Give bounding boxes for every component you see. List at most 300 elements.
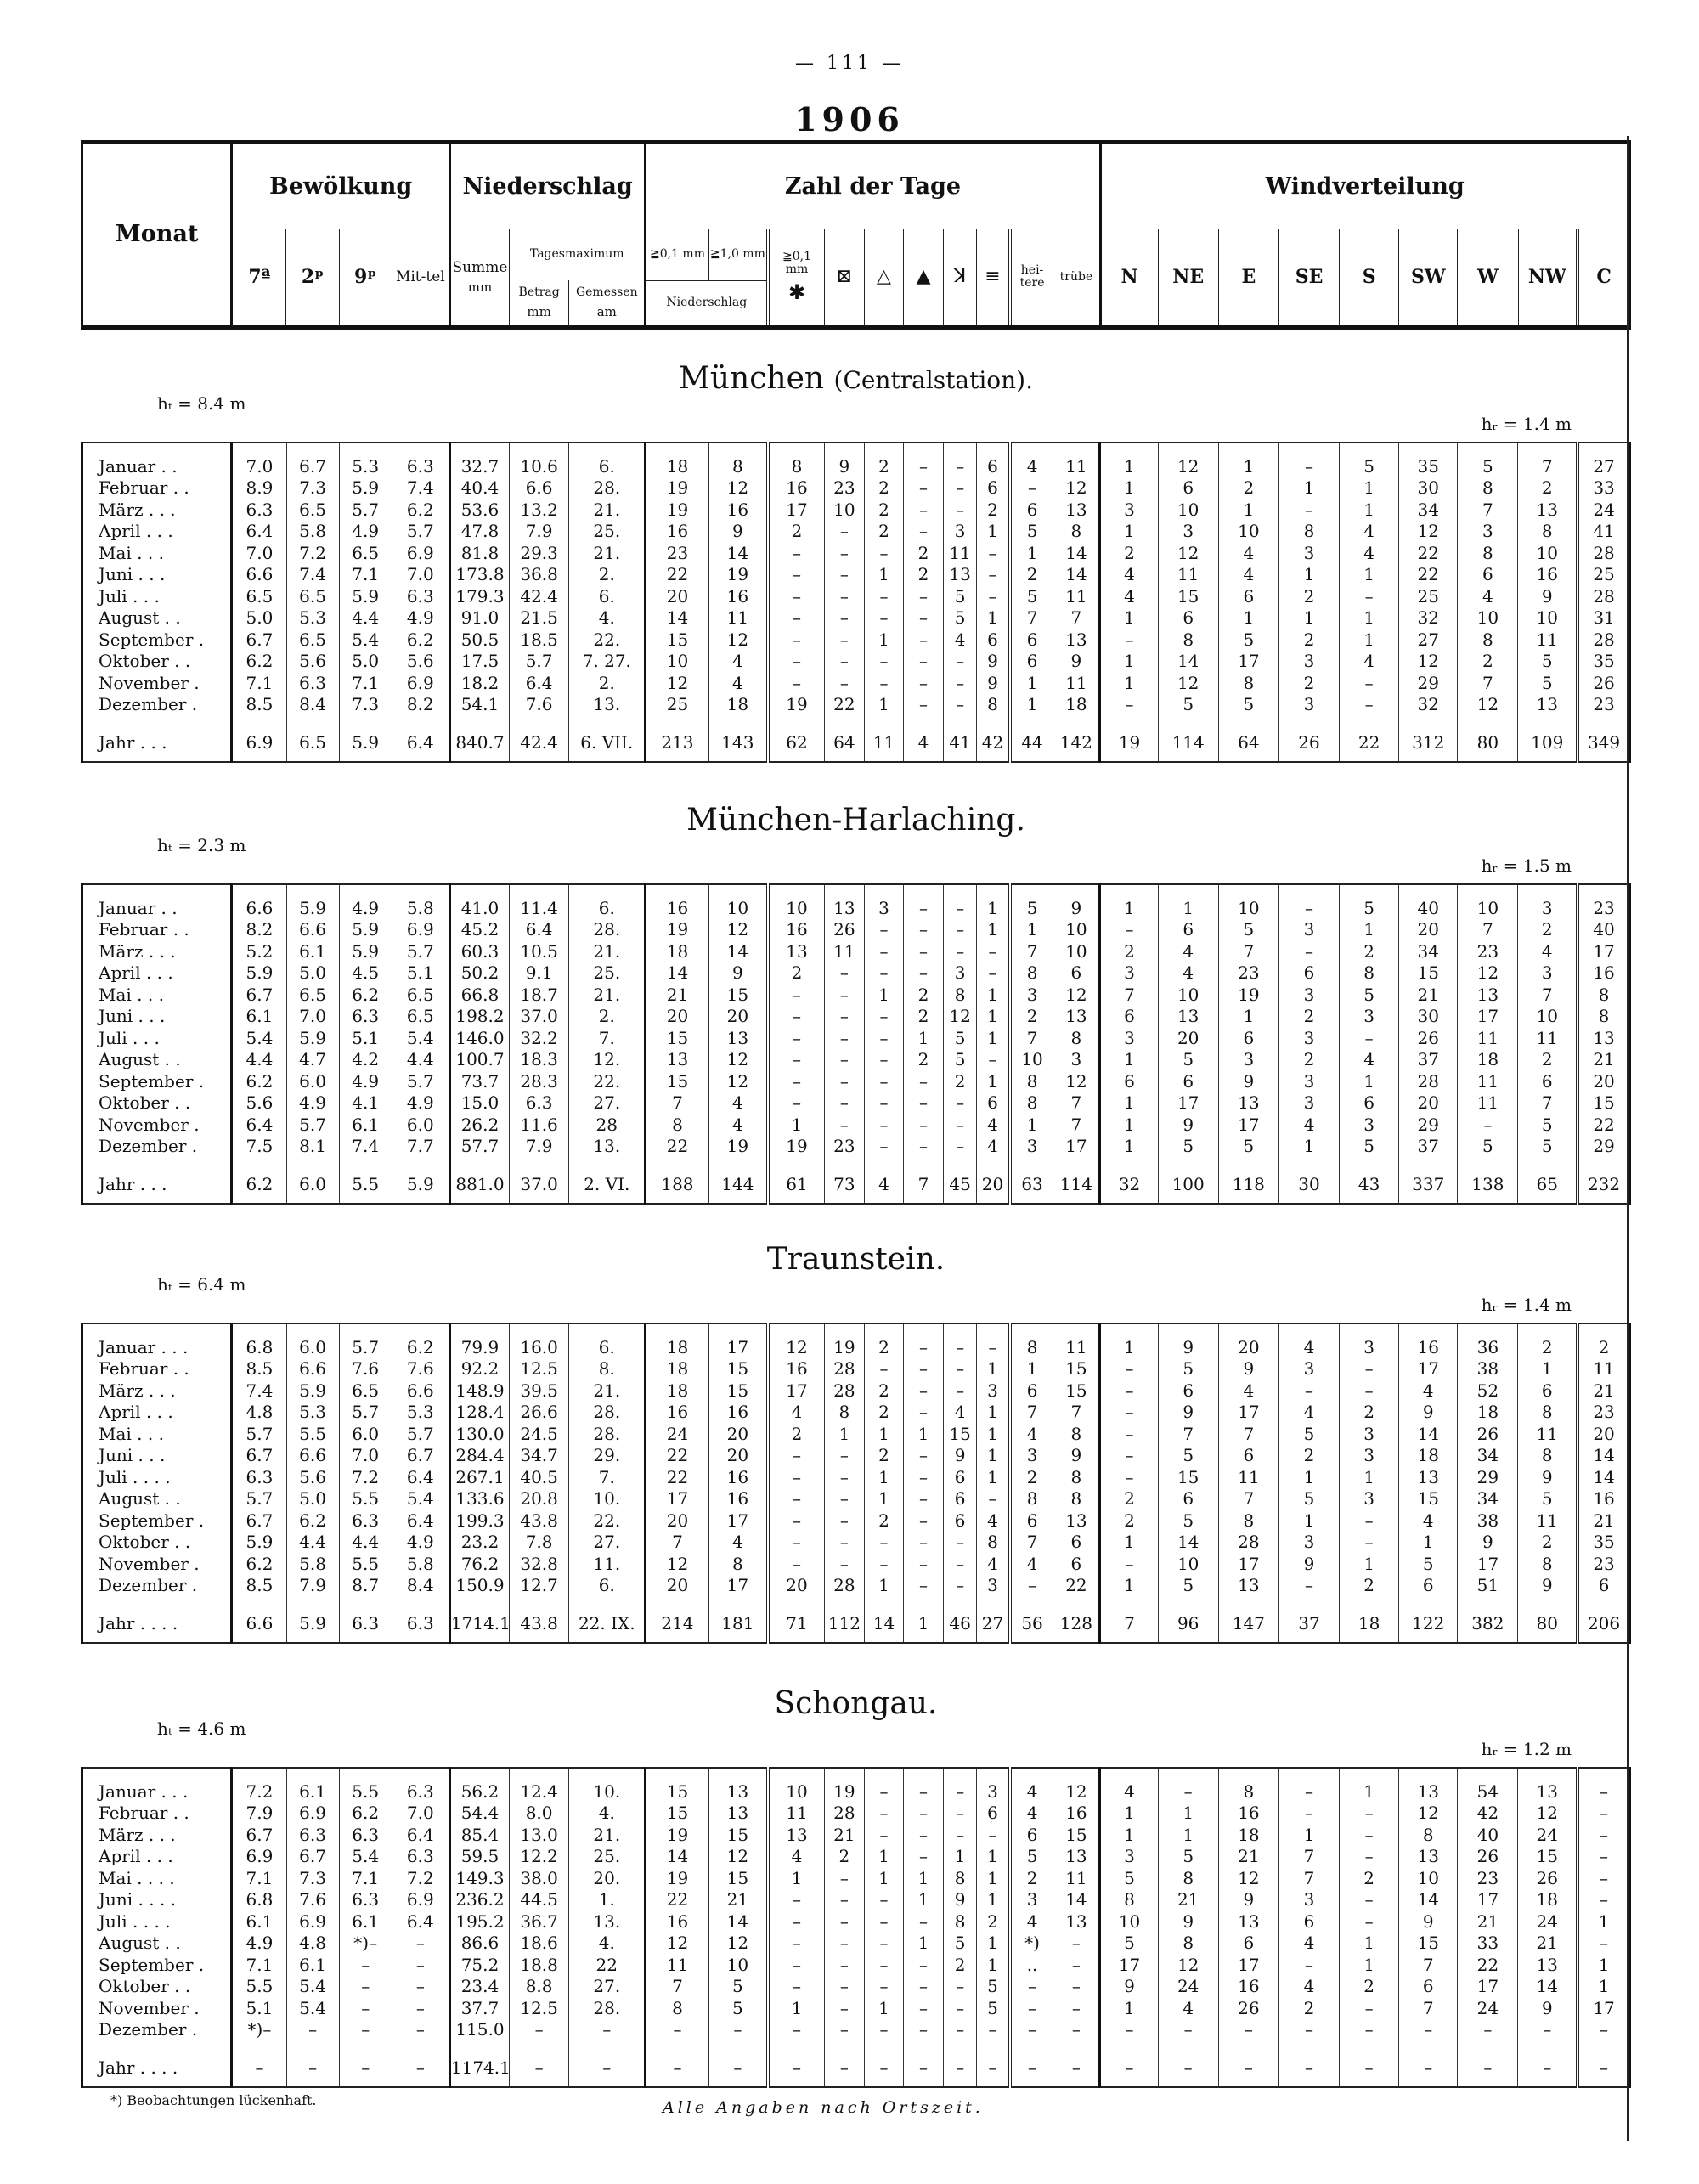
table-cell: 1 [824, 1423, 864, 1445]
table-cell: 46 [944, 1596, 977, 1643]
table-cell: 5.7 [286, 1114, 339, 1136]
table-cell: – [1340, 1846, 1399, 1868]
table-cell: 6.4 [510, 672, 569, 694]
table-cell: – [768, 1070, 824, 1092]
table-cell: – [904, 1824, 944, 1846]
table-cell: 23 [1578, 1402, 1629, 1424]
table-row [82, 1889, 1630, 1911]
table-cell: 14 [1053, 564, 1100, 586]
table-cell: 20 [1578, 1070, 1629, 1092]
table-cell: 21 [1399, 984, 1458, 1006]
table-cell: 9 [1218, 1358, 1278, 1380]
table-cell: 2. [569, 1006, 646, 1028]
table-cell: 13 [1578, 1027, 1629, 1049]
table-cell: – [904, 1846, 944, 1868]
table-cell: 3 [1100, 962, 1158, 985]
table-cell: 16 [768, 919, 824, 941]
table-cell: 14 [646, 1846, 708, 1868]
table-cell: 40 [1578, 919, 1629, 941]
table-cell: 10 [1458, 884, 1518, 919]
table-cell: 5 [977, 1976, 1010, 1998]
table-cell: 13 [1053, 1006, 1100, 1028]
table-cell: 5 [1158, 1575, 1218, 1597]
table-cell: 53.6 [449, 499, 509, 521]
table-cell: 1 [977, 1423, 1010, 1445]
table-cell: – [824, 629, 864, 651]
table-cell: 22 [1053, 1575, 1100, 1597]
header-heitere: hei-tere [1010, 229, 1053, 327]
table-cell: – [824, 521, 864, 543]
table-cell: 22. [569, 1070, 646, 1092]
table-cell: 6 [1158, 607, 1218, 629]
table-cell: – [904, 585, 944, 607]
table-row [82, 1445, 1630, 1467]
table-cell: 17 [1578, 1997, 1629, 2019]
table-cell: 1 [977, 1027, 1010, 1049]
table-cell: 80 [1458, 715, 1518, 762]
table-cell: 4 [1340, 542, 1399, 564]
table-cell: – [1278, 1768, 1339, 1803]
table-cell: 10. [569, 1488, 646, 1510]
table-cell: 1 [864, 1466, 903, 1488]
table-cell: 10. [569, 1768, 646, 1803]
table-cell: 28 [824, 1575, 864, 1597]
table-cell: 7.3 [286, 1867, 339, 1889]
table-cell: 12 [708, 629, 768, 651]
fog-icon: ≡ [977, 229, 1010, 327]
table-cell: 1 [1158, 1824, 1218, 1846]
table-cell: 4.4 [286, 1532, 339, 1554]
table-cell: – [1100, 629, 1158, 651]
table-cell: – [768, 1510, 824, 1532]
table-cell: 4.1 [339, 1092, 392, 1115]
table-cell: – [1100, 2019, 1158, 2041]
table-cell: – [864, 1049, 903, 1071]
table-cell: 3 [1278, 1889, 1339, 1911]
table-cell: – [864, 542, 903, 564]
table-cell: 5.9 [232, 1532, 286, 1554]
table-cell: 6.7 [232, 984, 286, 1006]
header-wind-nw: NW [1518, 229, 1578, 327]
table-cell: 5 [1218, 629, 1278, 651]
table-cell: 15 [1053, 1824, 1100, 1846]
table-row [82, 962, 1630, 985]
table-row [82, 940, 1630, 962]
table-cell: 3 [1278, 1358, 1339, 1380]
month-label: Januar . . . [82, 1323, 232, 1358]
table-cell: 54.4 [449, 1803, 509, 1825]
table-cell: 1 [1100, 1532, 1158, 1554]
table-cell: 16.0 [510, 1323, 569, 1358]
table-cell: 17 [1218, 1954, 1278, 1976]
table-cell: 5 [1458, 443, 1518, 477]
table-cell: 5.9 [339, 940, 392, 962]
table-cell: 7 [1518, 1092, 1578, 1115]
table-cell: 147 [1218, 1596, 1278, 1643]
table-cell: 6 [944, 1510, 977, 1532]
table-cell: 7. [569, 1466, 646, 1488]
table-cell: 20 [1158, 1027, 1218, 1049]
table-cell: 1 [1218, 443, 1278, 477]
table-cell: 22 [1399, 542, 1458, 564]
table-cell: – [904, 1380, 944, 1402]
table-cell: 13 [768, 1824, 824, 1846]
table-cell: 7 [1518, 443, 1578, 477]
table-cell: 7.6 [339, 1358, 392, 1380]
table-cell: 1 [1100, 521, 1158, 543]
table-cell: 17 [708, 1510, 768, 1532]
table-cell: 64 [1218, 715, 1278, 762]
station-height-thermometer: hₜ = 4.6 m [157, 1718, 246, 1739]
table-cell: 10 [1218, 884, 1278, 919]
page-year: 1906 [794, 100, 905, 138]
table-cell: 42 [977, 715, 1010, 762]
table-cell: 6. [569, 1323, 646, 1358]
table-cell: 1 [1278, 1466, 1339, 1488]
table-cell: 6.3 [232, 499, 286, 521]
table-cell: – [1053, 1997, 1100, 2019]
table-cell: 6.3 [232, 1466, 286, 1488]
table-cell: 8 [1218, 1510, 1278, 1532]
table-cell: 32.7 [449, 443, 509, 477]
table-cell: 1174.1 [449, 2040, 509, 2087]
table-cell: 73.7 [449, 1070, 509, 1092]
table-cell: 2 [944, 1070, 977, 1092]
table-cell: 8 [1458, 477, 1518, 499]
table-cell: 27 [1578, 443, 1629, 477]
table-cell: – [977, 2019, 1010, 2041]
table-row [82, 1136, 1630, 1158]
header-monat: Monat [82, 143, 232, 328]
table-cell: 16 [1578, 1488, 1629, 1510]
column-header [81, 140, 1631, 330]
table-cell: – [824, 2019, 864, 2041]
table-cell: 6.9 [392, 1889, 449, 1911]
table-cell: 7 [1010, 1532, 1053, 1554]
table-row [82, 651, 1630, 673]
table-cell: 14 [646, 607, 708, 629]
table-cell: 34 [1458, 1445, 1518, 1467]
table-cell: 18 [646, 443, 708, 477]
table-cell: 11 [1458, 1092, 1518, 1115]
table-cell: – [1010, 2019, 1053, 2041]
table-cell: 1 [1100, 884, 1158, 919]
table-cell: 6.6 [392, 1380, 449, 1402]
table-cell: 5.9 [286, 1596, 339, 1643]
table-cell: 6 [1053, 1532, 1100, 1554]
table-cell: 18 [1218, 1824, 1278, 1846]
table-cell: 14 [1578, 1445, 1629, 1467]
table-cell: 13 [1158, 1006, 1218, 1028]
table-cell: – [824, 651, 864, 673]
table-cell: 12 [1458, 694, 1518, 716]
table-cell: 12 [944, 1006, 977, 1028]
table-cell: 100 [1158, 1157, 1218, 1204]
table-cell: – [977, 564, 1010, 586]
table-cell: 1 [904, 1596, 944, 1643]
table-cell: 6.0 [286, 1070, 339, 1092]
table-cell: 4 [1278, 1976, 1339, 1998]
table-cell: 5.7 [339, 499, 392, 521]
table-cell: 130.0 [449, 1423, 509, 1445]
month-label: Oktober . . [82, 1976, 232, 1998]
table-cell: 44.5 [510, 1889, 569, 1911]
table-cell: 37 [1278, 1596, 1339, 1643]
table-row [82, 1006, 1630, 1028]
table-cell: 3 [864, 884, 903, 919]
table-cell: 1 [1010, 1114, 1053, 1136]
table-cell: 2 [1578, 1323, 1629, 1358]
table-cell: 840.7 [449, 715, 509, 762]
table-cell: – [1053, 1933, 1100, 1955]
table-cell: 6 [1100, 1070, 1158, 1092]
table-cell: 27. [569, 1976, 646, 1998]
right-border-line [1627, 136, 1629, 2141]
table-cell: 15 [1053, 1380, 1100, 1402]
table-cell: 6.3 [392, 1596, 449, 1643]
table-cell: – [1399, 2019, 1458, 2041]
table-cell: 19 [824, 1323, 864, 1358]
table-cell: 138 [1458, 1157, 1518, 1204]
table-cell: 3 [1010, 1445, 1053, 1467]
table-cell: 85.4 [449, 1824, 509, 1846]
table-cell: – [904, 1092, 944, 1115]
table-cell: 5 [944, 585, 977, 607]
table-cell: 7 [904, 1157, 944, 1204]
table-cell: 6. [569, 1575, 646, 1597]
table-cell: – [944, 1803, 977, 1825]
table-cell: 6.2 [339, 984, 392, 1006]
table-cell: 1 [1100, 1824, 1158, 1846]
table-row [82, 1824, 1630, 1846]
table-cell: 13.2 [510, 499, 569, 521]
table-cell: – [1278, 1954, 1339, 1976]
table-cell: 1 [1100, 651, 1158, 673]
table-cell: – [1158, 2040, 1218, 2087]
table-cell: 148.9 [449, 1380, 509, 1402]
table-cell: 18.5 [510, 629, 569, 651]
table-cell: 10 [1158, 1553, 1218, 1575]
table-cell: 35 [1578, 651, 1629, 673]
station-name: München-Harlaching. [686, 803, 1025, 838]
table-cell: 6 [1518, 1380, 1578, 1402]
table-cell: 2 [1518, 1049, 1578, 1071]
table-cell: 23 [824, 1136, 864, 1158]
table-cell: 1 [977, 1358, 1010, 1380]
table-cell: 9 [1518, 1466, 1578, 1488]
table-cell: – [1100, 1553, 1158, 1575]
table-cell: 28 [1578, 585, 1629, 607]
table-cell: – [904, 1803, 944, 1825]
table-cell: 1 [977, 1867, 1010, 1889]
table-cell: 5.7 [232, 1423, 286, 1445]
table-cell: 3 [1278, 1532, 1339, 1554]
table-cell: – [768, 1889, 824, 1911]
header-wind-n: N [1100, 229, 1158, 327]
table-cell: 2 [1340, 1575, 1399, 1597]
header-summe [449, 229, 509, 327]
table-cell: 6.5 [286, 585, 339, 607]
table-cell: 30 [1278, 1157, 1339, 1204]
table-cell: 61 [768, 1157, 824, 1204]
table-cell: 4 [1158, 1997, 1218, 2019]
table-cell: – [944, 672, 977, 694]
table-cell: 8 [1010, 1323, 1053, 1358]
table-cell: 18.6 [510, 1933, 569, 1955]
table-cell: 4 [977, 1136, 1010, 1158]
table-cell: 17 [1100, 1954, 1158, 1976]
table-cell: 4 [1278, 1114, 1339, 1136]
table-cell: 5 [1518, 1488, 1578, 1510]
table-cell: 1 [977, 884, 1010, 919]
table-cell: 4.9 [392, 1092, 449, 1115]
table-cell: 7.0 [286, 1006, 339, 1028]
table-cell: 17 [1218, 1553, 1278, 1575]
table-cell: 5.6 [286, 1466, 339, 1488]
table-cell: 4.9 [339, 884, 392, 919]
table-cell: – [1578, 2040, 1629, 2087]
table-cell: – [944, 1824, 977, 1846]
table-cell: – [904, 521, 944, 543]
table-cell: – [977, 1824, 1010, 1846]
table-cell: – [864, 1553, 903, 1575]
table-cell: 5 [1010, 884, 1053, 919]
graupel-icon: ⊠ [824, 229, 864, 327]
table-cell: 1 [864, 694, 903, 716]
table-cell: 8 [1578, 1006, 1629, 1028]
table-cell: 5 [1158, 1510, 1218, 1532]
table-cell: 22 [824, 694, 864, 716]
header-wind-s: S [1340, 229, 1399, 327]
table-cell: 1 [864, 1846, 903, 1868]
table-cell: 40.5 [510, 1466, 569, 1488]
table-cell: – [569, 2040, 646, 2087]
table-cell: 5 [1340, 984, 1399, 1006]
table-cell: 19 [708, 1136, 768, 1158]
table-cell: 14 [708, 940, 768, 962]
header-wind-e: E [1218, 229, 1278, 327]
table-cell: 1 [977, 984, 1010, 1006]
table-cell: 149.3 [449, 1867, 509, 1889]
table-cell: 11.4 [510, 884, 569, 919]
table-cell: – [510, 2040, 569, 2087]
table-cell: 17 [1218, 1114, 1278, 1136]
table-cell: 16 [1053, 1803, 1100, 1825]
month-label: November . [82, 1553, 232, 1575]
table-cell: 14 [1578, 1466, 1629, 1488]
table-cell: – [1340, 585, 1399, 607]
table-cell: 22 [569, 1954, 646, 1976]
table-cell: 1 [1278, 1824, 1339, 1846]
table-cell: – [944, 1136, 977, 1158]
table-cell: 5 [1340, 1136, 1399, 1158]
table-cell: 6.8 [232, 1889, 286, 1911]
table-cell: 21.5 [510, 607, 569, 629]
table-cell: 7 [1010, 1027, 1053, 1049]
table-cell: – [944, 940, 977, 962]
table-cell: – [864, 1803, 903, 1825]
table-cell: 18.3 [510, 1049, 569, 1071]
table-cell: 54 [1458, 1768, 1518, 1803]
table-cell: – [904, 940, 944, 962]
table-cell: 10.5 [510, 940, 569, 962]
header-wind-c: C [1578, 229, 1629, 327]
table-cell: 2 [1010, 564, 1053, 586]
table-cell: 236.2 [449, 1889, 509, 1911]
table-cell: 22 [1458, 1954, 1518, 1976]
table-cell: 7.0 [232, 443, 286, 477]
table-cell: 6 [1278, 1910, 1339, 1933]
table-cell: 10 [1518, 542, 1578, 564]
table-cell: 24.5 [510, 1423, 569, 1445]
table-cell: – [1340, 2019, 1399, 2041]
hail-outline-icon: △ [864, 229, 903, 327]
month-label: Juni . . . [82, 564, 232, 586]
table-cell: 14 [1053, 1889, 1100, 1911]
station-table [81, 883, 1631, 1205]
month-label: September . [82, 629, 232, 651]
table-cell: – [1340, 1532, 1399, 1554]
station-height-raingauge: hᵣ = 1.2 m [1481, 1739, 1572, 1759]
table-row [82, 607, 1630, 629]
table-cell: 1 [1100, 477, 1158, 499]
table-cell: – [768, 1910, 824, 1933]
table-row [82, 499, 1630, 521]
table-cell: 5.9 [286, 884, 339, 919]
table-cell: 12 [646, 672, 708, 694]
table-cell: 29 [1399, 1114, 1458, 1136]
table-cell: 7 [1010, 607, 1053, 629]
table-cell: 14 [708, 542, 768, 564]
table-cell: – [708, 2040, 768, 2087]
table-cell: 6.3 [339, 1889, 392, 1911]
snow-label: ≧0,1 mm [782, 249, 811, 277]
table-cell: 6.1 [286, 1954, 339, 1976]
table-cell: 5.9 [339, 715, 392, 762]
table-cell: 5.4 [392, 1488, 449, 1510]
table-cell: 39.5 [510, 1380, 569, 1402]
table-cell: – [339, 1976, 392, 1998]
table-cell: 3 [1340, 1114, 1399, 1136]
table-cell: – [1218, 2040, 1278, 2087]
table-cell: 11 [646, 1954, 708, 1976]
table-cell: 12 [1053, 1768, 1100, 1803]
table-cell: 6 [1218, 1445, 1278, 1467]
table-cell: 2 [1278, 1445, 1339, 1467]
table-cell: 34 [1399, 499, 1458, 521]
table-cell: 4 [1010, 1803, 1053, 1825]
table-cell: – [864, 1070, 903, 1092]
table-cell: 1 [1340, 629, 1399, 651]
month-label: Dezember . [82, 1575, 232, 1597]
table-cell: – [904, 1114, 944, 1136]
table-cell: – [944, 919, 977, 941]
table-cell: 8 [1158, 1867, 1218, 1889]
table-cell: 64 [824, 715, 864, 762]
table-cell: – [824, 1532, 864, 1554]
table-cell: 22 [1340, 715, 1399, 762]
table-cell: 1 [977, 1954, 1010, 1976]
table-cell: 8 [646, 1114, 708, 1136]
table-cell: 1 [1278, 477, 1339, 499]
table-cell: 6 [1399, 1575, 1458, 1597]
table-cell: 4 [708, 672, 768, 694]
table-cell: 4.9 [286, 1092, 339, 1115]
month-label: März . . . [82, 1380, 232, 1402]
table-cell: 4.9 [339, 1070, 392, 1092]
table-cell: 21 [824, 1824, 864, 1846]
table-cell: – [904, 672, 944, 694]
